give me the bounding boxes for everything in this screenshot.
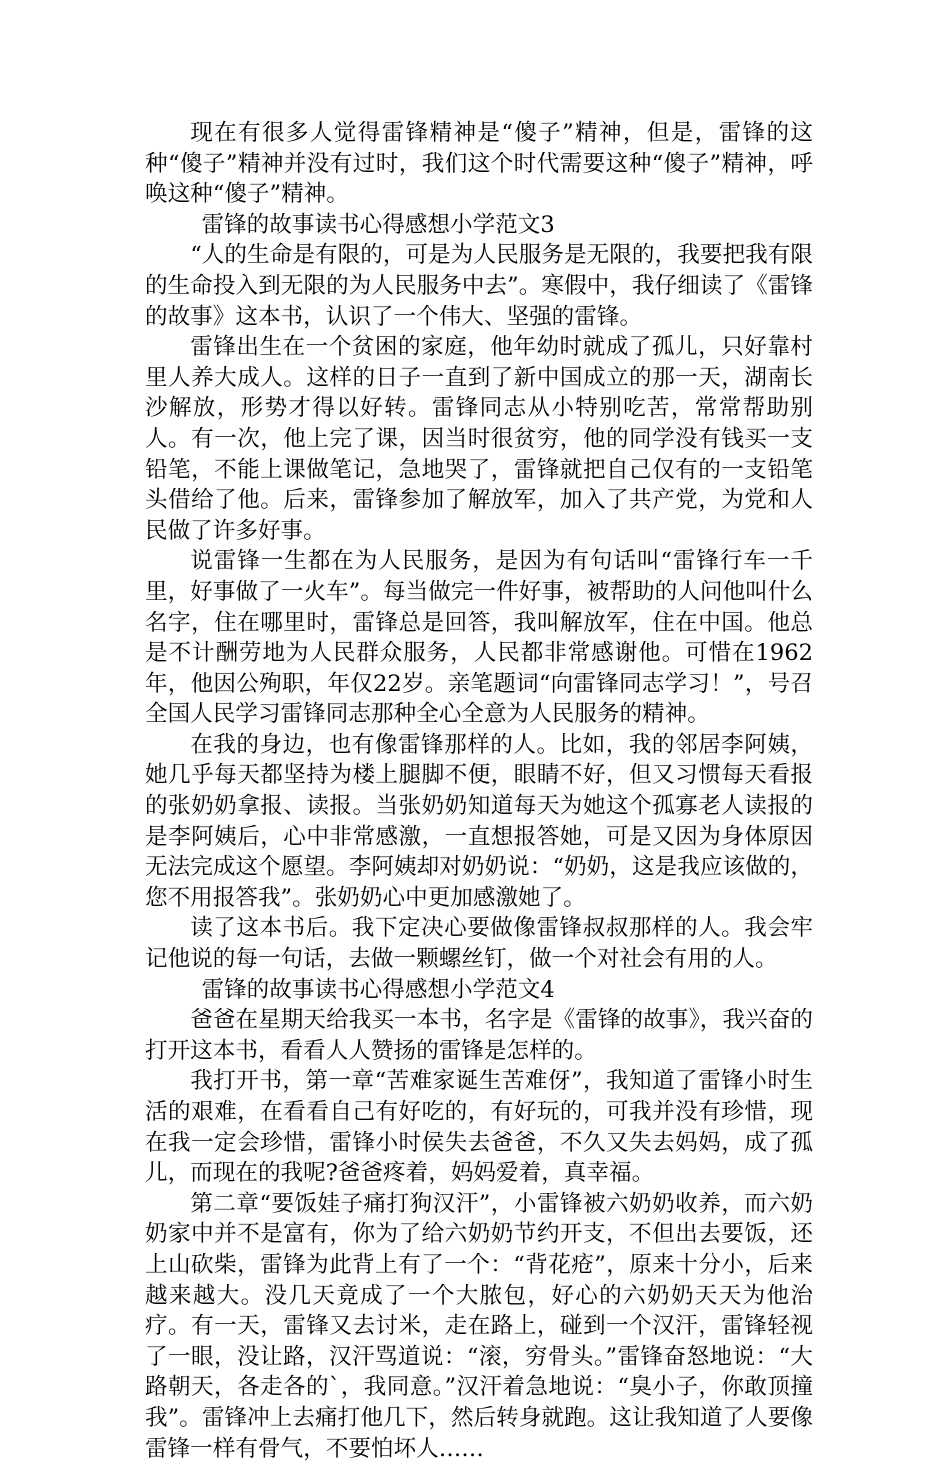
paragraph-life-quote: “人的生命是有限的，可是为人民服务是无限的，我要把我有限的生命投入到无限的为人民服务中去”。寒假中，我仔细读了《雷锋的故事》这本书，认识了一个伟大、坚强的雷锋。 xyxy=(145,242,813,330)
paragraph-dad-book: 爸爸在星期天给我买一本书，名字是《雷锋的故事》，我兴奋的打开这本书，看看人人赞扬的雷锋是怎样的。 xyxy=(145,1007,813,1064)
paragraph-chapter-two: 第二章“要饭娃子痛打狗汉汗”，小雷锋被六奶奶收养，而六奶奶家中并不是富有，你为了给六奶奶节约开支，不但出去要饭，还上山砍柴，雷锋为此背上有了一个：“背花疮”，原来十分小，后来越来越大。没几天竟成了一个大脓包，好心的六奶奶天天为他治疗。有一天，雷锋又去讨米，走在路上，碰到一个汉汗，雷锋轻视了一眼，没让路，汉汗骂道说：“滚，穷骨头。”雷锋奋怒地说：“大路朝天，各走各的`，我同意。”汉汗着急地说：“臭小子，你敢顶撞我”。雷锋冲上去痛打他几下，然后转身就跑。这让我知道了人要像雷锋一样有骨气，不要怕坏人…… xyxy=(145,1190,813,1462)
paragraph-leifeng-childhood: 雷锋出生在一个贫困的家庭，他年幼时就成了孤儿，只好靠村里人养大成人。这样的日子一直到了新中国成立的那一天，湖南长沙解放，形势才得以好转。雷锋同志从小特别吃苦，常常帮助别人。有一次，他上完了课，因当时很贫穷，他的同学没有钱买一支铅笔，不能上课做笔记，急地哭了，雷锋就把自己仅有的一支铅笔头借给了他。后来，雷锋参加了解放军，加入了共产党，为党和人民做了许多好事。 xyxy=(145,334,813,544)
paragraph-chapter-one: 我打开书，第一章“苦难家诞生苦难伢”，我知道了雷锋小时生活的艰难，在看看自己有好吃的，有好玩的，可我并没有珍惜，现在我一定会珍惜，雷锋小时侯失去爸爸，不久又失去妈妈，成了孤儿，而现在的我呢?爸爸疼着，妈妈爱着，真幸福。 xyxy=(145,1068,813,1187)
paragraph-neighbor-li: 在我的身边，也有像雷锋那样的人。比如，我的邻居李阿姨，她几乎每天都坚持为楼上腿脚不便，眼睛不好，但又习惯每天看报的张奶奶拿报、读报。当张奶奶知道每天为她这个孤寡老人读报的是李阿姨后，心中非常感激，一直想报答她，可是又因为身体原因无法完成这个愿望。李阿姨却对奶奶说：“奶奶，这是我应该做的，您不用报答我”。张奶奶心中更加感激她了。 xyxy=(145,731,813,911)
heading-essay-4: 雷锋的故事读书心得感想小学范文4 xyxy=(201,976,555,1003)
heading-essay-3: 雷锋的故事读书心得感想小学范文3 xyxy=(201,211,555,238)
paragraph-shazi-spirit: 现在有很多人觉得雷锋精神是“傻子”精神，但是，雷锋的这种“傻子”精神并没有过时，我们这个时代需要这种“傻子”精神，呼唤这种“傻子”精神。 xyxy=(145,120,813,208)
paragraph-resolution: 读了这本书后。我下定决心要做像雷锋叔叔那样的人。我会牢记他说的每一句话，去做一颗螺丝钉，做一个对社会有用的人。 xyxy=(145,915,813,973)
paragraph-serve-people: 说雷锋一生都在为人民服务，是因为有句话叫“雷锋行车一千里，好事做了一火车”。每当做完一件好事，被帮助的人问他叫什么名字，住在哪里时，雷锋总是回答，我叫解放军，住在中国。他总是不计酬劳地为人民群众服务，人民都非常感谢他。可惜在1962年，他因公殉职，年仅22岁。亲笔题词“向雷锋同志学习！”，号召全国人民学习雷锋同志那种全心全意为人民服务的精神。 xyxy=(145,548,813,728)
document-body xyxy=(145,118,813,1464)
